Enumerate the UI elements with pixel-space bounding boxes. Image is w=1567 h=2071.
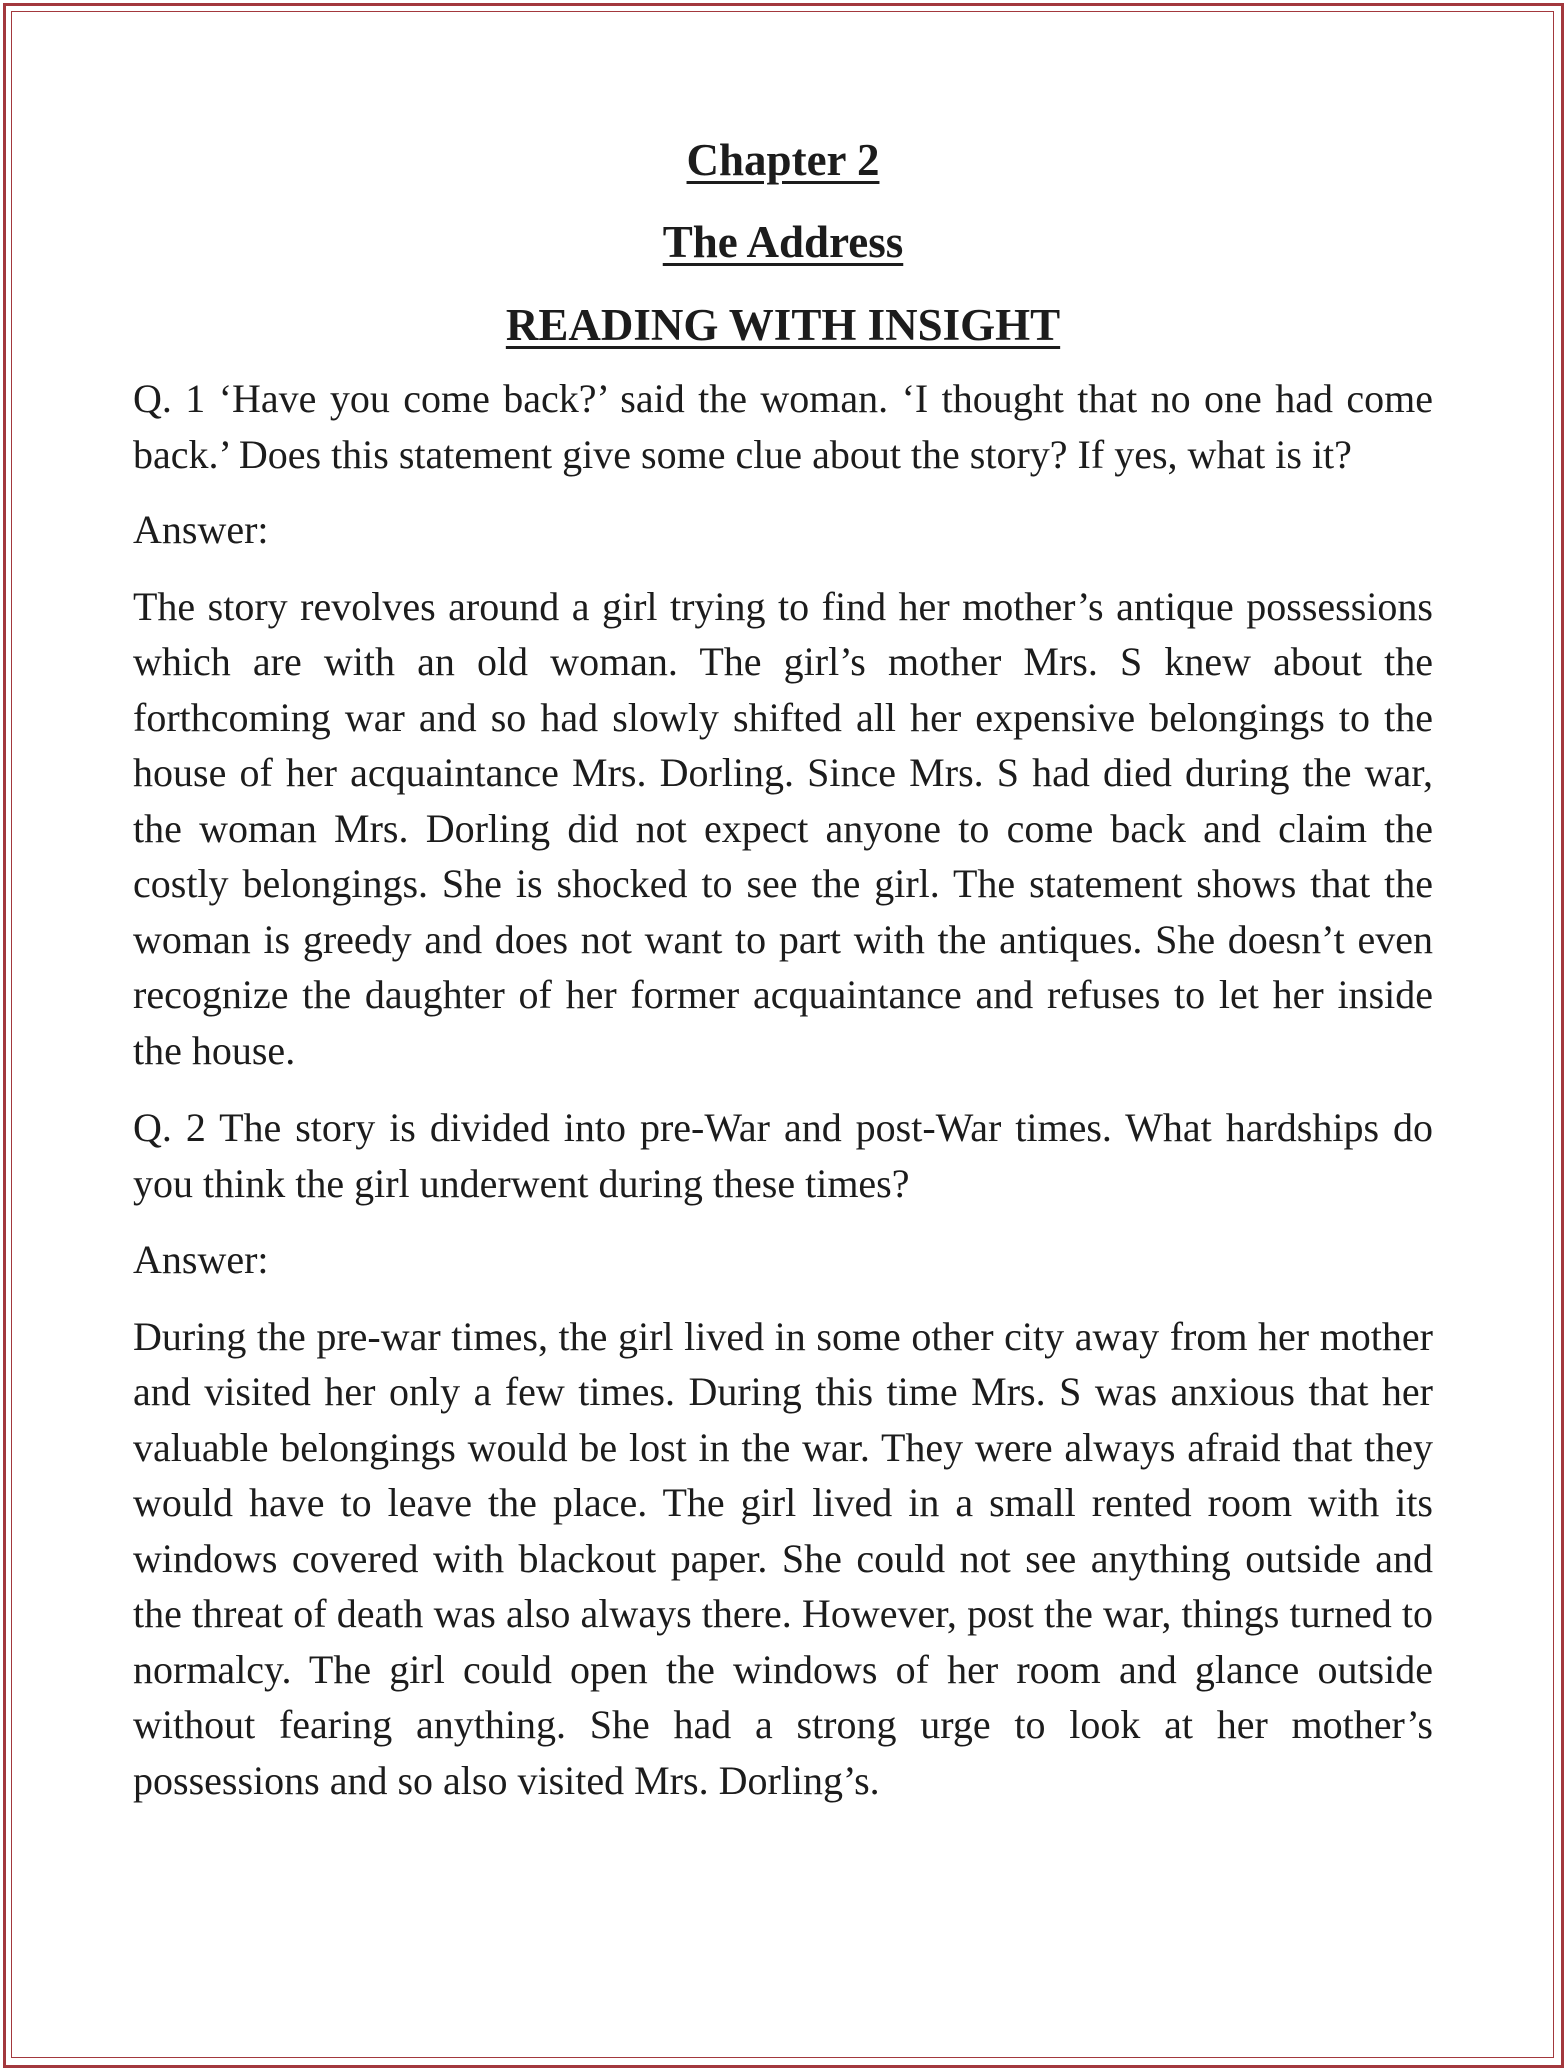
- section-heading: [133, 297, 1433, 353]
- answer-1-text: The story revolves around a girl trying to find her mother’s antique possessions which are with an old woman. The girl’s mother Mrs. S knew about the forthcoming war and so had slowly shifted all her expensive belongings to the house of her acquaintance Mrs. Dorling. Since Mrs. S had died during the war, the woman Mrs. Dorling did not expect anyone to come back and claim the costly belongings. She is shocked to see the girl. The statement shows that the woman is greedy and does not want to part with the antiques. She doesn’t even recognize the daughter of her former acquaintance and refuses to let her inside the house.: [133, 583, 1433, 1073]
- chapter-heading: [133, 132, 1433, 188]
- section-heading-text: READING WITH INSIGHT: [505, 300, 1061, 350]
- story-title-text: The Address: [662, 217, 904, 267]
- answer-2-text: During the pre-war times, the girl lived in some other city away from her mother and visited her only a few times. During this time Mrs. S was anxious that her valuable belongings would be lost in the war. They were always afraid that they would have to leave the place. The girl lived in a small rented room with its windows covered with blackout paper. She could not see anything outside and the threat of death was also always there. However, post the war, things turned to normalcy. The girl could open the windows of her room and glance outside without fearing anything. She had a strong urge to look at her mother’s possessions and so also visited Mrs. Dorling’s.: [133, 1313, 1433, 1803]
- question-2: Q. 2 The story is divided into pre-War and post-War times. What hardships do you think the girl underwent during these times?: [133, 1105, 1433, 1206]
- question-1: Q. 1 ‘Have you come back?’ said the woman. ‘I thought that no one had come back.’ Does this statement give some clue about the story? If yes, what is it?: [133, 376, 1433, 477]
- document-body: [133, 132, 1433, 1808]
- story-title: [133, 214, 1433, 270]
- answer-1-label: Answer:: [133, 507, 269, 552]
- answer-2-label: Answer:: [133, 1237, 269, 1282]
- chapter-heading-text: Chapter 2: [686, 135, 880, 185]
